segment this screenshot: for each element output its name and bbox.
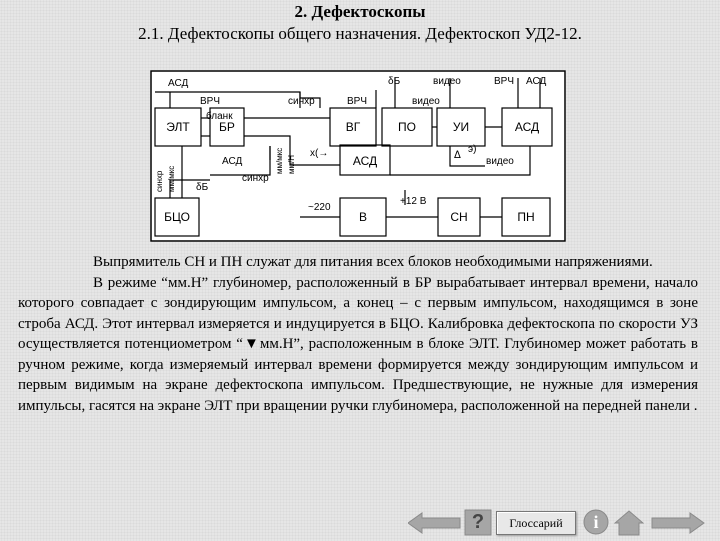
- help-button[interactable]: [464, 509, 492, 536]
- home-icon[interactable]: [614, 510, 644, 536]
- info-glyph: i: [593, 512, 599, 532]
- sig-sinhr-2: синхр: [242, 173, 269, 184]
- sig-asd-top-right: АСД: [526, 76, 547, 87]
- elt-label: ЭЛТ: [166, 120, 190, 134]
- block-diagram: [150, 70, 566, 242]
- ui-label: УИ: [452, 120, 470, 134]
- sig-d: ᐃ: [454, 150, 461, 161]
- sig-mmn2-vertical: мм/Н: [287, 155, 296, 174]
- sig-sinhr-vertical: синхр: [155, 170, 164, 192]
- vg-label: ВГ: [345, 120, 361, 134]
- sig-video-3: видео: [486, 156, 514, 167]
- sig-mmn-vertical: мм/мкс: [167, 165, 176, 192]
- sig-mkd-vertical: мм/мкс: [275, 147, 284, 174]
- pn-label: ПН: [517, 210, 535, 224]
- sig-blank: бланк: [206, 111, 233, 122]
- sig-asd-top: АСД: [168, 78, 189, 89]
- v-label: В: [358, 210, 368, 224]
- po-label: ПО: [398, 120, 416, 134]
- info-button[interactable]: [582, 509, 610, 536]
- back-arrow-icon[interactable]: [408, 512, 462, 534]
- help-glyph: ?: [471, 511, 485, 533]
- asd2-label: АСД: [352, 154, 378, 168]
- sig-db-left: δБ: [196, 182, 209, 193]
- sn-label: СН: [450, 210, 468, 224]
- sig-x: х(→: [310, 148, 329, 159]
- sig-video-1: видео: [433, 76, 461, 87]
- page-subtitle: 2.1. Дефектоскопы общего назначения. Дефектоскоп УД2-12.: [138, 24, 582, 43]
- sig-12v: +12 В: [400, 196, 427, 207]
- sig-sinhr-1: синхр: [288, 96, 315, 107]
- sig-vrch-top: ВРЧ: [494, 76, 515, 87]
- sig-vrch-left: ВРЧ: [200, 96, 221, 107]
- forward-arrow-icon[interactable]: [650, 512, 706, 534]
- glossary-button[interactable]: Глоссарий: [496, 511, 576, 535]
- sig-e: э): [468, 144, 477, 155]
- sig-vrch-mid: ВРЧ: [347, 96, 368, 107]
- br-label: БР: [219, 120, 235, 134]
- paragraph-1: Выпрямитель СН и ПН служат для питания всех блоков необходимыми напряжениями.: [93, 254, 653, 270]
- sig-video-2: видео: [412, 96, 440, 107]
- bco-label: БЦО: [164, 210, 190, 224]
- sig-220: ~220: [308, 202, 331, 213]
- page-title: 2. Дефектоскопы: [294, 2, 426, 21]
- paragraph-2: В режиме “мм.Н” глубиномер, расположенный в БР вырабатывает интервал времени, начало которого совпадает с зондирующим импульсом, а конец – с первым импульсом, находящимся в зоне строба АСД. Этот интервал измеряется и индуцируется в БЦО. Калибровка дефектоскопа по скорости УЗ осуществляется потенциометром “▼мм.Н”, расположенным в блоке ЭЛТ. Глубиномер может работать в ручном режиме, когда измеряемый интервал времени формируется между зондирующим импульсом и первым видимым на экране дефектоскопа импульсом. Предшествующие, не нужные для измерения импульсы, гасятся на экране ЭЛТ при вращении ручки глубиномера, расположенной на передней панели .: [18, 274, 698, 414]
- asd-label: АСД: [514, 120, 540, 134]
- body-text: [18, 252, 698, 416]
- sig-asd-side: АСД: [222, 156, 243, 167]
- sig-db-top: δБ: [388, 76, 401, 87]
